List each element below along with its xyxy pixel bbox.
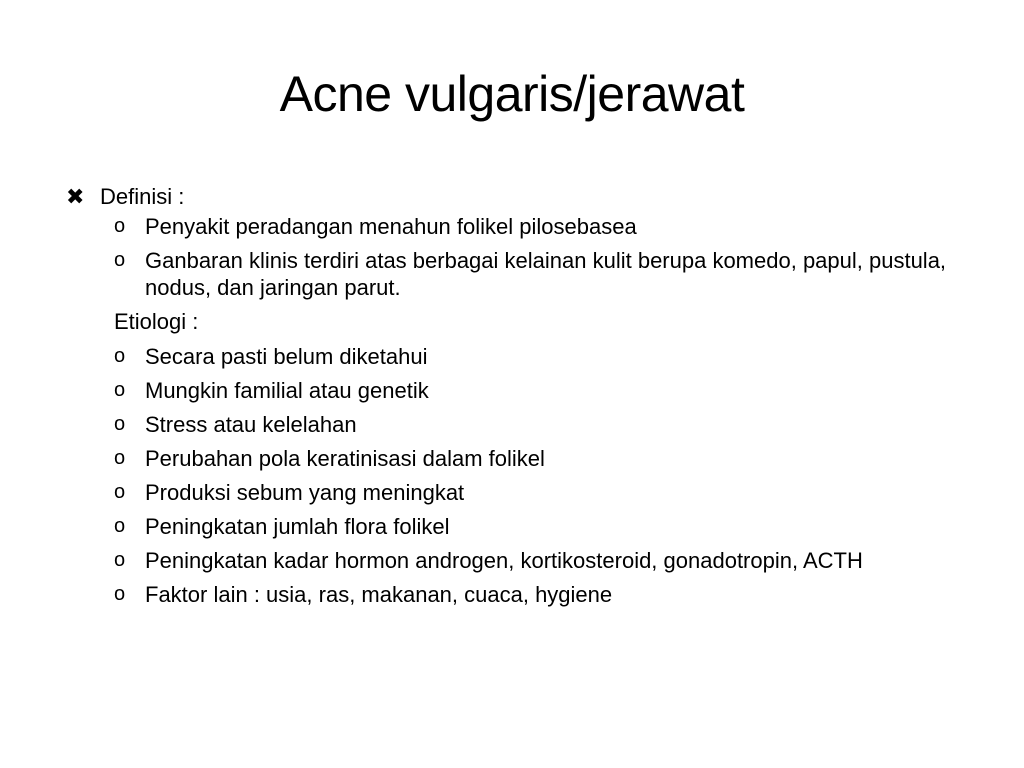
etiologi-heading: Etiologi : xyxy=(114,309,199,334)
list-item xyxy=(64,343,964,370)
list-item xyxy=(64,513,964,540)
circle-bullet-icon: o xyxy=(114,549,126,571)
list-item xyxy=(64,445,964,472)
list-item xyxy=(64,213,964,240)
slide-body xyxy=(64,182,964,615)
etiologi-list xyxy=(64,343,964,608)
list-item xyxy=(64,479,964,506)
list-item xyxy=(64,411,964,438)
list-item-text: Peningkatan kadar hormon androgen, kortikosteroid, gonadotropin, ACTH xyxy=(145,548,863,573)
list-item-text: Ganbaran klinis terdiri atas berbagai kelainan kulit berupa komedo, papul, pustula, nodus, dan jaringan parut. xyxy=(145,248,947,300)
circle-bullet-icon: o xyxy=(114,215,126,237)
list-item xyxy=(64,377,964,404)
circle-bullet-icon: o xyxy=(114,481,126,503)
list-item-text: Mungkin familial atau genetik xyxy=(145,378,429,403)
list-item-text: Penyakit peradangan menahun folikel pilosebasea xyxy=(145,214,637,239)
circle-bullet-icon: o xyxy=(114,515,126,537)
list-item-text: Secara pasti belum diketahui xyxy=(145,344,428,369)
slide-title: Acne vulgaris/jerawat xyxy=(279,66,745,122)
circle-bullet-icon: o xyxy=(114,379,126,401)
definisi-heading: Definisi : xyxy=(100,184,185,209)
cross-mark-icon: ✖ xyxy=(66,184,85,209)
list-item-text: Produksi sebum yang meningkat xyxy=(145,480,465,505)
definisi-heading-row xyxy=(64,182,964,213)
list-item-text: Faktor lain : usia, ras, makanan, cuaca, hygiene xyxy=(145,582,613,607)
circle-bullet-icon: o xyxy=(114,413,126,435)
circle-bullet-icon: o xyxy=(114,345,126,367)
list-item xyxy=(64,581,964,608)
list-item-text: Perubahan pola keratinisasi dalam folikel xyxy=(145,446,545,471)
list-item xyxy=(64,547,964,574)
circle-bullet-icon: o xyxy=(114,249,126,271)
list-item-text: Stress atau kelelahan xyxy=(145,412,357,437)
list-item xyxy=(64,247,964,301)
list-item-text: Peningkatan jumlah flora folikel xyxy=(145,514,450,539)
circle-bullet-icon: o xyxy=(114,583,126,605)
definisi-list xyxy=(64,213,964,301)
circle-bullet-icon: o xyxy=(114,447,126,469)
